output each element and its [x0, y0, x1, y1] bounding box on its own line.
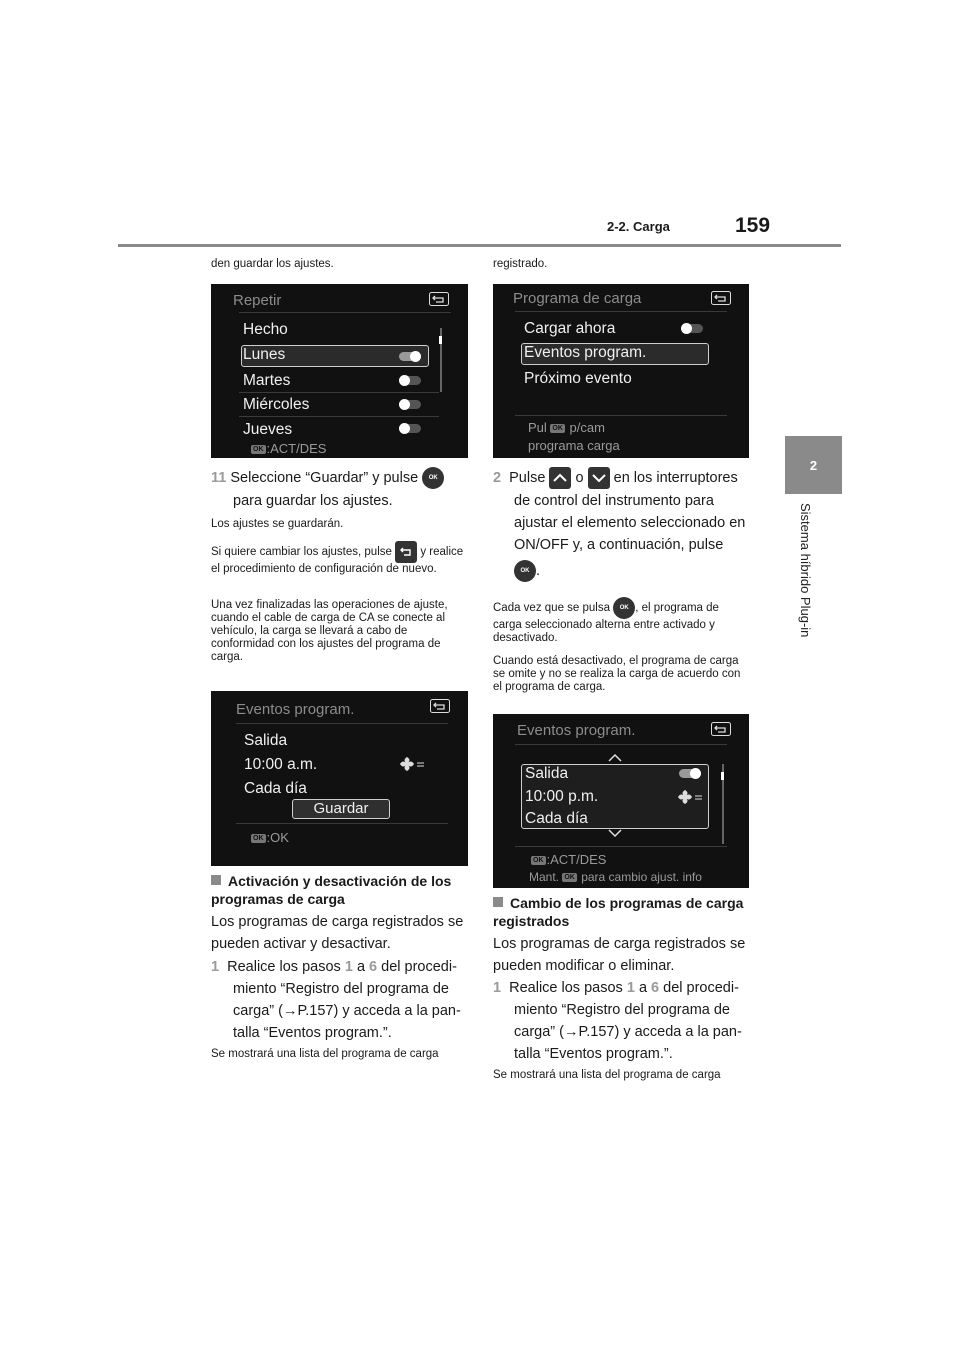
- back-icon: [430, 699, 450, 713]
- ok-badge: OK: [552, 425, 563, 432]
- step-1-right: 1 Realice los pasos 1 a 6 del procedi-: [493, 980, 739, 996]
- note-disabled: Cuando está desactivado, el programa de carga se omite y no se realiza la carga de acuerdo con el programa de carga.: [493, 655, 741, 693]
- ok-badge: OK: [253, 835, 264, 842]
- note-charging: Una vez finalizadas las operaciones de ajuste, cuando el cable de carga de CA se conecte al vehículo, la carga se llevará a cabo de conformidad con los ajustes del programa de carga.: [211, 599, 448, 663]
- chevron-up-icon: [608, 754, 622, 762]
- guardar-button: Guardar: [292, 799, 390, 819]
- toggle-off: [399, 424, 421, 433]
- back-icon: [711, 291, 731, 305]
- note-toggle: Cada vez que se pulsa OK , el programa de carga seleccionado alterna entre activado y desactivado.: [493, 597, 749, 645]
- step-11: 11 Seleccione “Guardar” y pulse OK: [211, 467, 471, 489]
- list-item: Cargar ahora: [524, 320, 616, 337]
- note-change: Si quiere cambiar los ajustes, pulse y realice el procedimiento de configuración de nuevo.: [211, 541, 467, 576]
- scroll-thumb: [721, 772, 724, 780]
- screen-title: Eventos program.: [236, 701, 355, 718]
- heading-activation: Activación y desactivación de los programas de carga: [211, 873, 452, 907]
- list-item: Lunes: [243, 346, 286, 363]
- heading-change: Cambio de los programas de carga registrados: [493, 895, 744, 929]
- left-intro-text: den guardar los ajustes.: [211, 258, 334, 270]
- screen-eventos-pm: Eventos program. Salida 10:00 p.m. Cada día OK :ACT/DES Mant. OK para cambio ajust. info: [493, 714, 749, 888]
- chapter-number: 2: [809, 457, 818, 473]
- screen-title: Eventos program.: [517, 722, 636, 739]
- list-item: Miércoles: [243, 396, 310, 413]
- step-2: 2 Pulse o en los interruptores: [493, 467, 763, 489]
- screen-repetir: Repetir Hecho Lunes Martes Miércoles Jueves OK :ACT/DES: [211, 284, 468, 458]
- screen-programa-carga: Programa de carga Cargar ahora Eventos program. Próximo evento Pul OK p/cam programa carga: [493, 284, 749, 458]
- chapter-tab: [785, 436, 842, 494]
- back-icon: [711, 722, 731, 736]
- up-button-icon: [549, 467, 571, 489]
- ok-badge: OK: [253, 446, 264, 453]
- para-change: Los programas de carga registrados se pueden modificar o eliminar.: [493, 936, 746, 974]
- list-item: Cada día: [525, 810, 588, 827]
- list-item: Martes: [243, 372, 291, 389]
- note-list-right: Se mostrará una lista del programa de carga: [493, 1069, 721, 1081]
- ok-button-icon: OK: [422, 467, 444, 489]
- list-item: Salida: [244, 732, 288, 749]
- list-item: Próximo evento: [524, 370, 632, 387]
- toggle-on: [679, 769, 701, 778]
- back-icon: [429, 292, 449, 306]
- para-activation: Los programas de carga registrados se pueden activar y desactivar.: [211, 914, 464, 952]
- list-item: 10:00 p.m.: [525, 788, 599, 805]
- section-title: 2-2. Carga: [607, 219, 670, 234]
- fan-icon: [677, 788, 703, 806]
- list-item: Hecho: [243, 321, 288, 338]
- note-saved: Los ajustes se guardarán.: [211, 518, 344, 530]
- back-button-icon: [395, 541, 417, 563]
- header-divider: [118, 244, 841, 247]
- fan-icon: [399, 755, 425, 773]
- toggle-off: [399, 376, 421, 385]
- ok-badge: OK: [564, 874, 575, 881]
- screen-title: Programa de carga: [513, 290, 642, 307]
- note-list-left: Se mostrará una lista del programa de carga: [211, 1048, 439, 1060]
- ok-button-icon: OK: [514, 560, 536, 582]
- toggle-off: [399, 400, 421, 409]
- step-1-left: 1 Realice los pasos 1 a 6 del procedi-: [211, 959, 457, 975]
- chapter-label: Sistema híbrido Plug-in: [798, 503, 813, 638]
- scroll-thumb: [439, 336, 442, 344]
- list-item: Salida: [525, 765, 569, 782]
- page-number: 159: [735, 214, 771, 237]
- right-intro-text: registrado.: [493, 258, 548, 270]
- toggle-on: [399, 352, 421, 361]
- list-item: Jueves: [243, 421, 293, 438]
- list-item: 10:00 a.m.: [244, 756, 318, 773]
- screen-eventos-guardar: Eventos program. Salida 10:00 a.m. Cada día Guardar OK :OK: [211, 691, 468, 866]
- list-item: Eventos program.: [524, 344, 647, 361]
- chevron-down-icon: [608, 829, 622, 837]
- ok-badge: OK: [533, 857, 544, 864]
- toggle-off: [681, 324, 703, 333]
- ok-button-icon: OK: [613, 597, 635, 619]
- list-item: Cada día: [244, 780, 307, 797]
- screen-title: Repetir: [233, 292, 282, 309]
- down-button-icon: [588, 467, 610, 489]
- square-bullet-icon: [493, 897, 503, 907]
- square-bullet-icon: [211, 875, 221, 885]
